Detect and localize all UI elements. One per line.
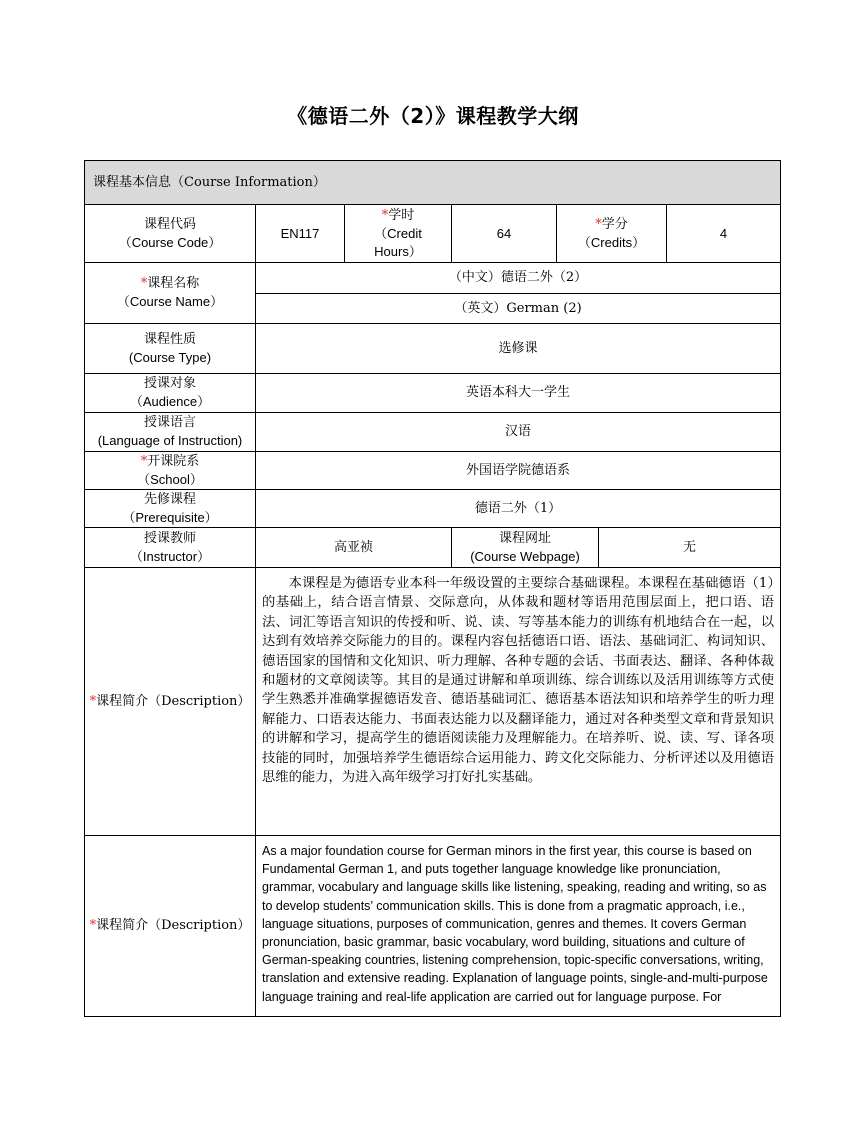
prerequisite-label-en: （Prerequisite） <box>122 509 218 525</box>
course-type-label <box>85 324 256 374</box>
description-cn-label-text: 课程简介（Description） <box>96 693 251 709</box>
course-code-label <box>85 205 256 263</box>
course-name-cn: （中文）德语二外（2） <box>256 263 781 294</box>
language-label-cn: 授课语言 <box>143 415 196 430</box>
course-name-en: （英文）German (2) <box>256 294 781 324</box>
course-type-label-cn: 课程性质 <box>143 331 196 347</box>
audience-label-cn: 授课对象 <box>143 376 196 391</box>
credits-label <box>557 205 667 263</box>
credits-value: 4 <box>667 205 781 263</box>
required-star: * <box>381 207 389 223</box>
audience-label-en: （Audience） <box>129 394 211 409</box>
instructor-value: 高亚祯 <box>256 528 452 568</box>
required-star: * <box>89 693 97 709</box>
course-code-label-cn: 课程代码 <box>143 216 196 232</box>
required-star: * <box>140 453 148 469</box>
webpage-label-cn: 课程网址 <box>498 530 551 546</box>
description-en-label-text: 课程简介（Description） <box>96 918 251 933</box>
webpage-label-en: (Course Webpage) <box>470 548 580 564</box>
section-header <box>85 161 781 205</box>
school-label-cn: 开课院系 <box>147 453 200 469</box>
school-value: 外国语学院德语系 <box>256 452 781 490</box>
prerequisite-label <box>85 490 256 528</box>
page-title: 《德语二外（2）》课程教学大纲 <box>287 104 579 128</box>
course-type-label-en: (Course Type) <box>128 349 212 365</box>
credit-hours-label-cn: 学时 <box>388 207 415 223</box>
description-cn-label <box>85 568 256 836</box>
school-label <box>85 452 256 490</box>
description-en-text: As a major foundation course for German minors in the first year, this course is based on Fundamental German 1, and puts together language knowledge like pronunciation, grammar, vocabulary and language skills like listening, speaking, reading and writing, so as to develop students’ communication skills. This is done from a pragmatic approach, i.e., language situations, purposes of communication, genres and themes. It covers German pronunciation, basic grammar, basic vocabulary, word building, situations and culture of German-speaking countries, listening comprehension, topic-specific conversations, writing, translation and extensive reading. Explanation of language points, single-and-multi-purpose language training and real-life application are carried out for language purpose. For <box>256 836 781 1017</box>
required-star: * <box>89 918 97 933</box>
instructor-label-cn: 授课教师 <box>143 530 196 546</box>
webpage-value: 无 <box>599 528 781 568</box>
credit-hours-label <box>345 205 452 263</box>
course-name-label-en: （Course Name） <box>116 294 224 309</box>
course-code-value: EN117 <box>256 205 345 263</box>
course-code-label-en: （Course Code） <box>118 234 222 250</box>
description-en-label <box>85 836 256 1017</box>
instructor-label-en: （Instructor） <box>129 548 211 564</box>
course-info-table <box>84 160 781 1017</box>
description-cn-text: 本课程是为德语专业本科一年级设置的主要综合基础课程。本课程在基础德语（1）的基础上，结合语言情景、交际意向，从体裁和题材等语用范围层面上，把口语、语法、词汇等语言知识的传授和听、说、读、写等基本能力的训练有机地结合在一起，以达到有效培养交际能力的目的。课程内容包括德语口语、语法、基础词汇、构词知识、德语国家的国情和文化知识、听力理解、各种专题的会话、书面表达、翻译、各种体裁和题材的文章阅读等。其目的是通过讲解和单项训练、综合训练以及活用训练等方式使学生熟悉并准确掌握德语发音、德语基础词汇、德语基本语法知识和培养学生的听力理解能力、口语表达能力、书面表达能力以及翻译能力，通过对各种类型文章和背景知识的讲解和学习，提高学生的德语阅读能力及理解能力。在培养听、说、读、写、译各项技能的同时，加强培养学生德语综合运用能力、跨文化交际能力、分析评述以及用德语思维的能力，为进入高年级学习打好扎实基础。 <box>256 568 781 836</box>
course-name-label-cn: 课程名称 <box>147 276 200 291</box>
credit-hours-label-en-2: Hours） <box>374 243 422 259</box>
school-label-en: （School） <box>137 471 203 487</box>
language-label <box>85 413 256 452</box>
required-star: * <box>595 216 602 232</box>
prerequisite-value: 德语二外（1） <box>256 490 781 528</box>
course-type-value: 选修课 <box>256 324 781 374</box>
course-name-label <box>85 263 256 324</box>
audience-label <box>85 374 256 413</box>
webpage-label <box>452 528 599 568</box>
credits-label-cn: 学分 <box>601 216 628 232</box>
credit-hours-label-en-1: （Credit <box>374 225 422 241</box>
required-star: * <box>140 276 148 291</box>
instructor-label <box>85 528 256 568</box>
language-value: 汉语 <box>256 413 781 452</box>
credit-hours-value: 64 <box>452 205 557 263</box>
credits-label-en: （Credits） <box>577 234 646 250</box>
section-header-text: 课程基本信息（Course Information） <box>93 174 326 190</box>
audience-value: 英语本科大一学生 <box>256 374 781 413</box>
prerequisite-label-cn: 先修课程 <box>143 491 196 507</box>
language-label-en: (Language of Instruction) <box>97 433 243 448</box>
